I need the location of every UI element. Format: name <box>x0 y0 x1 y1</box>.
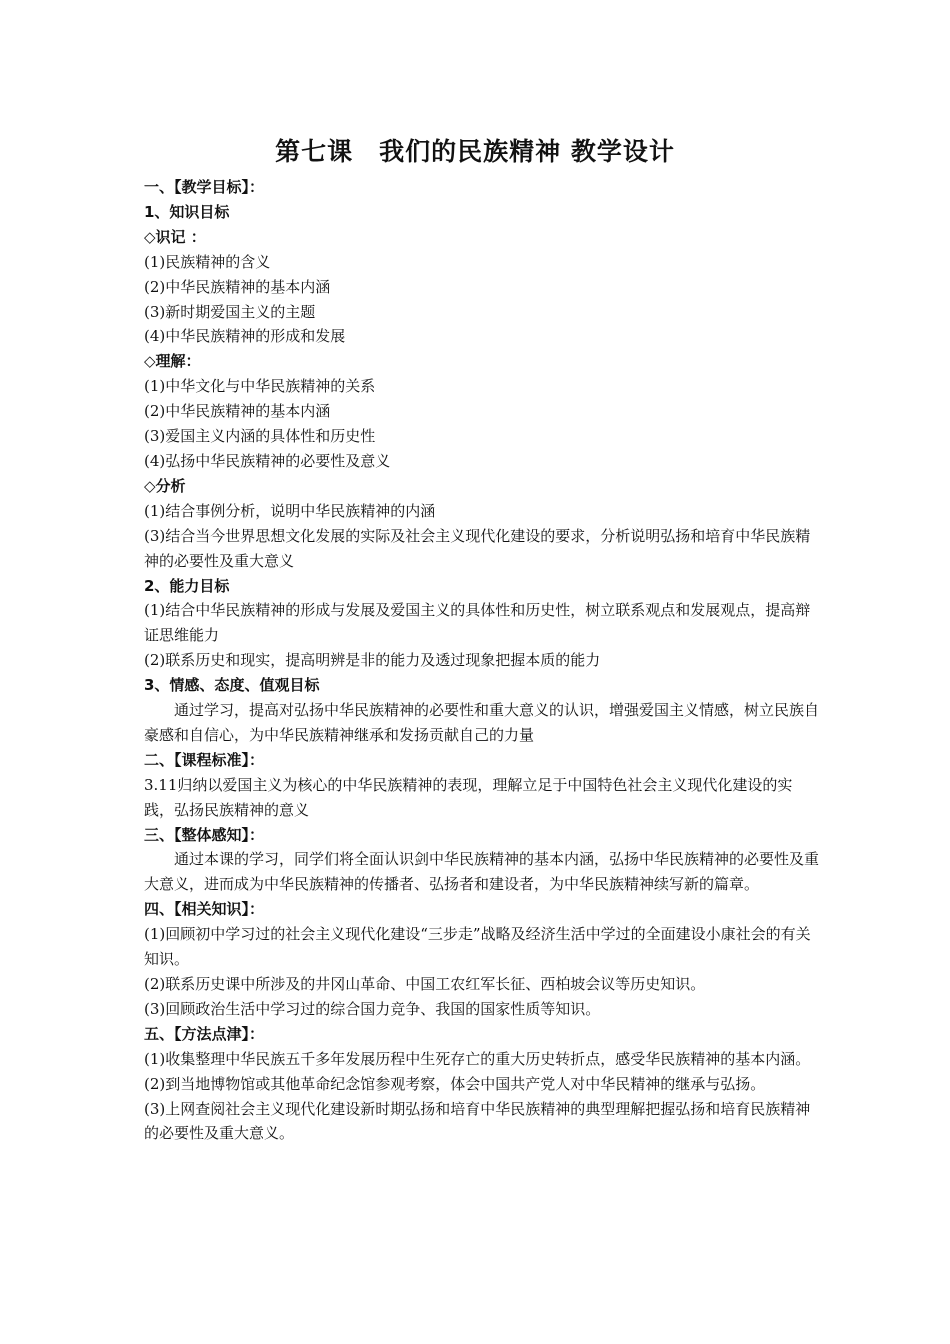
label-memorize: ◇识记 ： <box>144 227 206 246</box>
list-item: (1)结合中华民族精神的形成与发展及爱国主义的具体性和历史性，树立联系观点和发展观点，提高辩证思维能力 <box>144 601 811 645</box>
list-item: (2)中华民族精神的基本内涵 <box>144 277 331 296</box>
list-item: (3)爱国主义内涵的具体性和历史性 <box>144 427 376 446</box>
list-item: (3)上网查阅社会主义现代化建设新时期弘扬和培育中华民族精神的典型理解把握弘扬和培育民族精神的必要性及重大意义。 <box>144 1099 811 1143</box>
list-item: (1)民族精神的含义 <box>144 252 271 271</box>
list-item: (3)结合当今世界思想文化发展的实际及社会主义现代化建设的要求，分析说明弘扬和培育中华民族精神的必要性及重大意义 <box>144 526 811 570</box>
subheading-emotion: 3、情感、态度、值观目标 <box>144 676 320 695</box>
list-item: (2)中华民族精神的基本内涵 <box>144 402 331 421</box>
list-item: (4)中华民族精神的形成和发展 <box>144 327 346 346</box>
section-heading-standards: 二、【课程标准】： <box>144 750 265 769</box>
list-item: (1)收集整理中华民族五千多年发展历程中生死存亡的重大历史转折点，感受华民族精神的基本内涵。 <box>144 1049 811 1068</box>
list-item: (2)联系历史和现实，提高明辨是非的能力及透过现象把握本质的能力 <box>144 651 601 670</box>
list-item: (2)联系历史课中所涉及的井冈山革命、中国工农红军长征、西柏坡会议等历史知识。 <box>144 975 706 993</box>
list-item: (4)弘扬中华民族精神的必要性及意义 <box>144 451 391 470</box>
list-item: (3)新时期爱国主义的主题 <box>144 302 316 321</box>
section-heading-methods: 五、【方法点津】： <box>144 1024 265 1043</box>
paragraph-standards: 3.11归纳以爱国主义为核心的中华民族精神的表现，理解立足于中国特色社会主义现代化建设的实践，弘扬民族精神的意义 <box>144 775 793 819</box>
subheading-knowledge: 1、知识目标 <box>144 202 230 221</box>
paragraph-overview: 通过本课的学习，同学们将全面认识剑中华民族精神的基本内涵，弘扬中华民族精神的必要性及重大意义，进而成为中华民族精神的传播者、弘扬者和建设者，为中华民族精神续写新的篇章。 <box>144 850 820 894</box>
section-heading-related: 四、【相关知识】： <box>144 900 265 919</box>
list-item: (1)回顾初中学习过的社会主义现代化建设“三步走”战略及经济生活中学过的全面建设小康社会的有关知识。 <box>144 925 811 969</box>
document-title: 第七课 我们的民族精神 教学设计 <box>275 137 675 166</box>
list-item: (1)结合事例分析，说明中华民族精神的内涵 <box>144 501 436 520</box>
list-item: (3)回顾政治生活中学习过的综合国力竞争、我国的国家性质等知识。 <box>144 999 601 1018</box>
label-analyze: ◇分析 <box>144 476 186 495</box>
document-body <box>144 175 820 1146</box>
section-heading-objectives: 一、【教学目标】： <box>144 178 265 196</box>
paragraph-emotion: 通过学习，提高对弘扬中华民族精神的必要性和重大意义的认识，增强爱国主义情感，树立民族自豪感和自信心，为中华民族精神继承和发扬贡献自己的力量 <box>144 701 820 744</box>
section-heading-overview: 三、【整体感知】： <box>144 825 265 844</box>
list-item: (2)到当地博物馆或其他革命纪念馆参观考察，体会中国共产党人对中华民精神的继承与弘扬。 <box>144 1074 766 1093</box>
label-understand: ◇理解： <box>144 352 201 371</box>
subheading-ability: 2、能力目标 <box>144 576 230 595</box>
list-item: (1)中华文化与中华民族精神的关系 <box>144 377 376 396</box>
